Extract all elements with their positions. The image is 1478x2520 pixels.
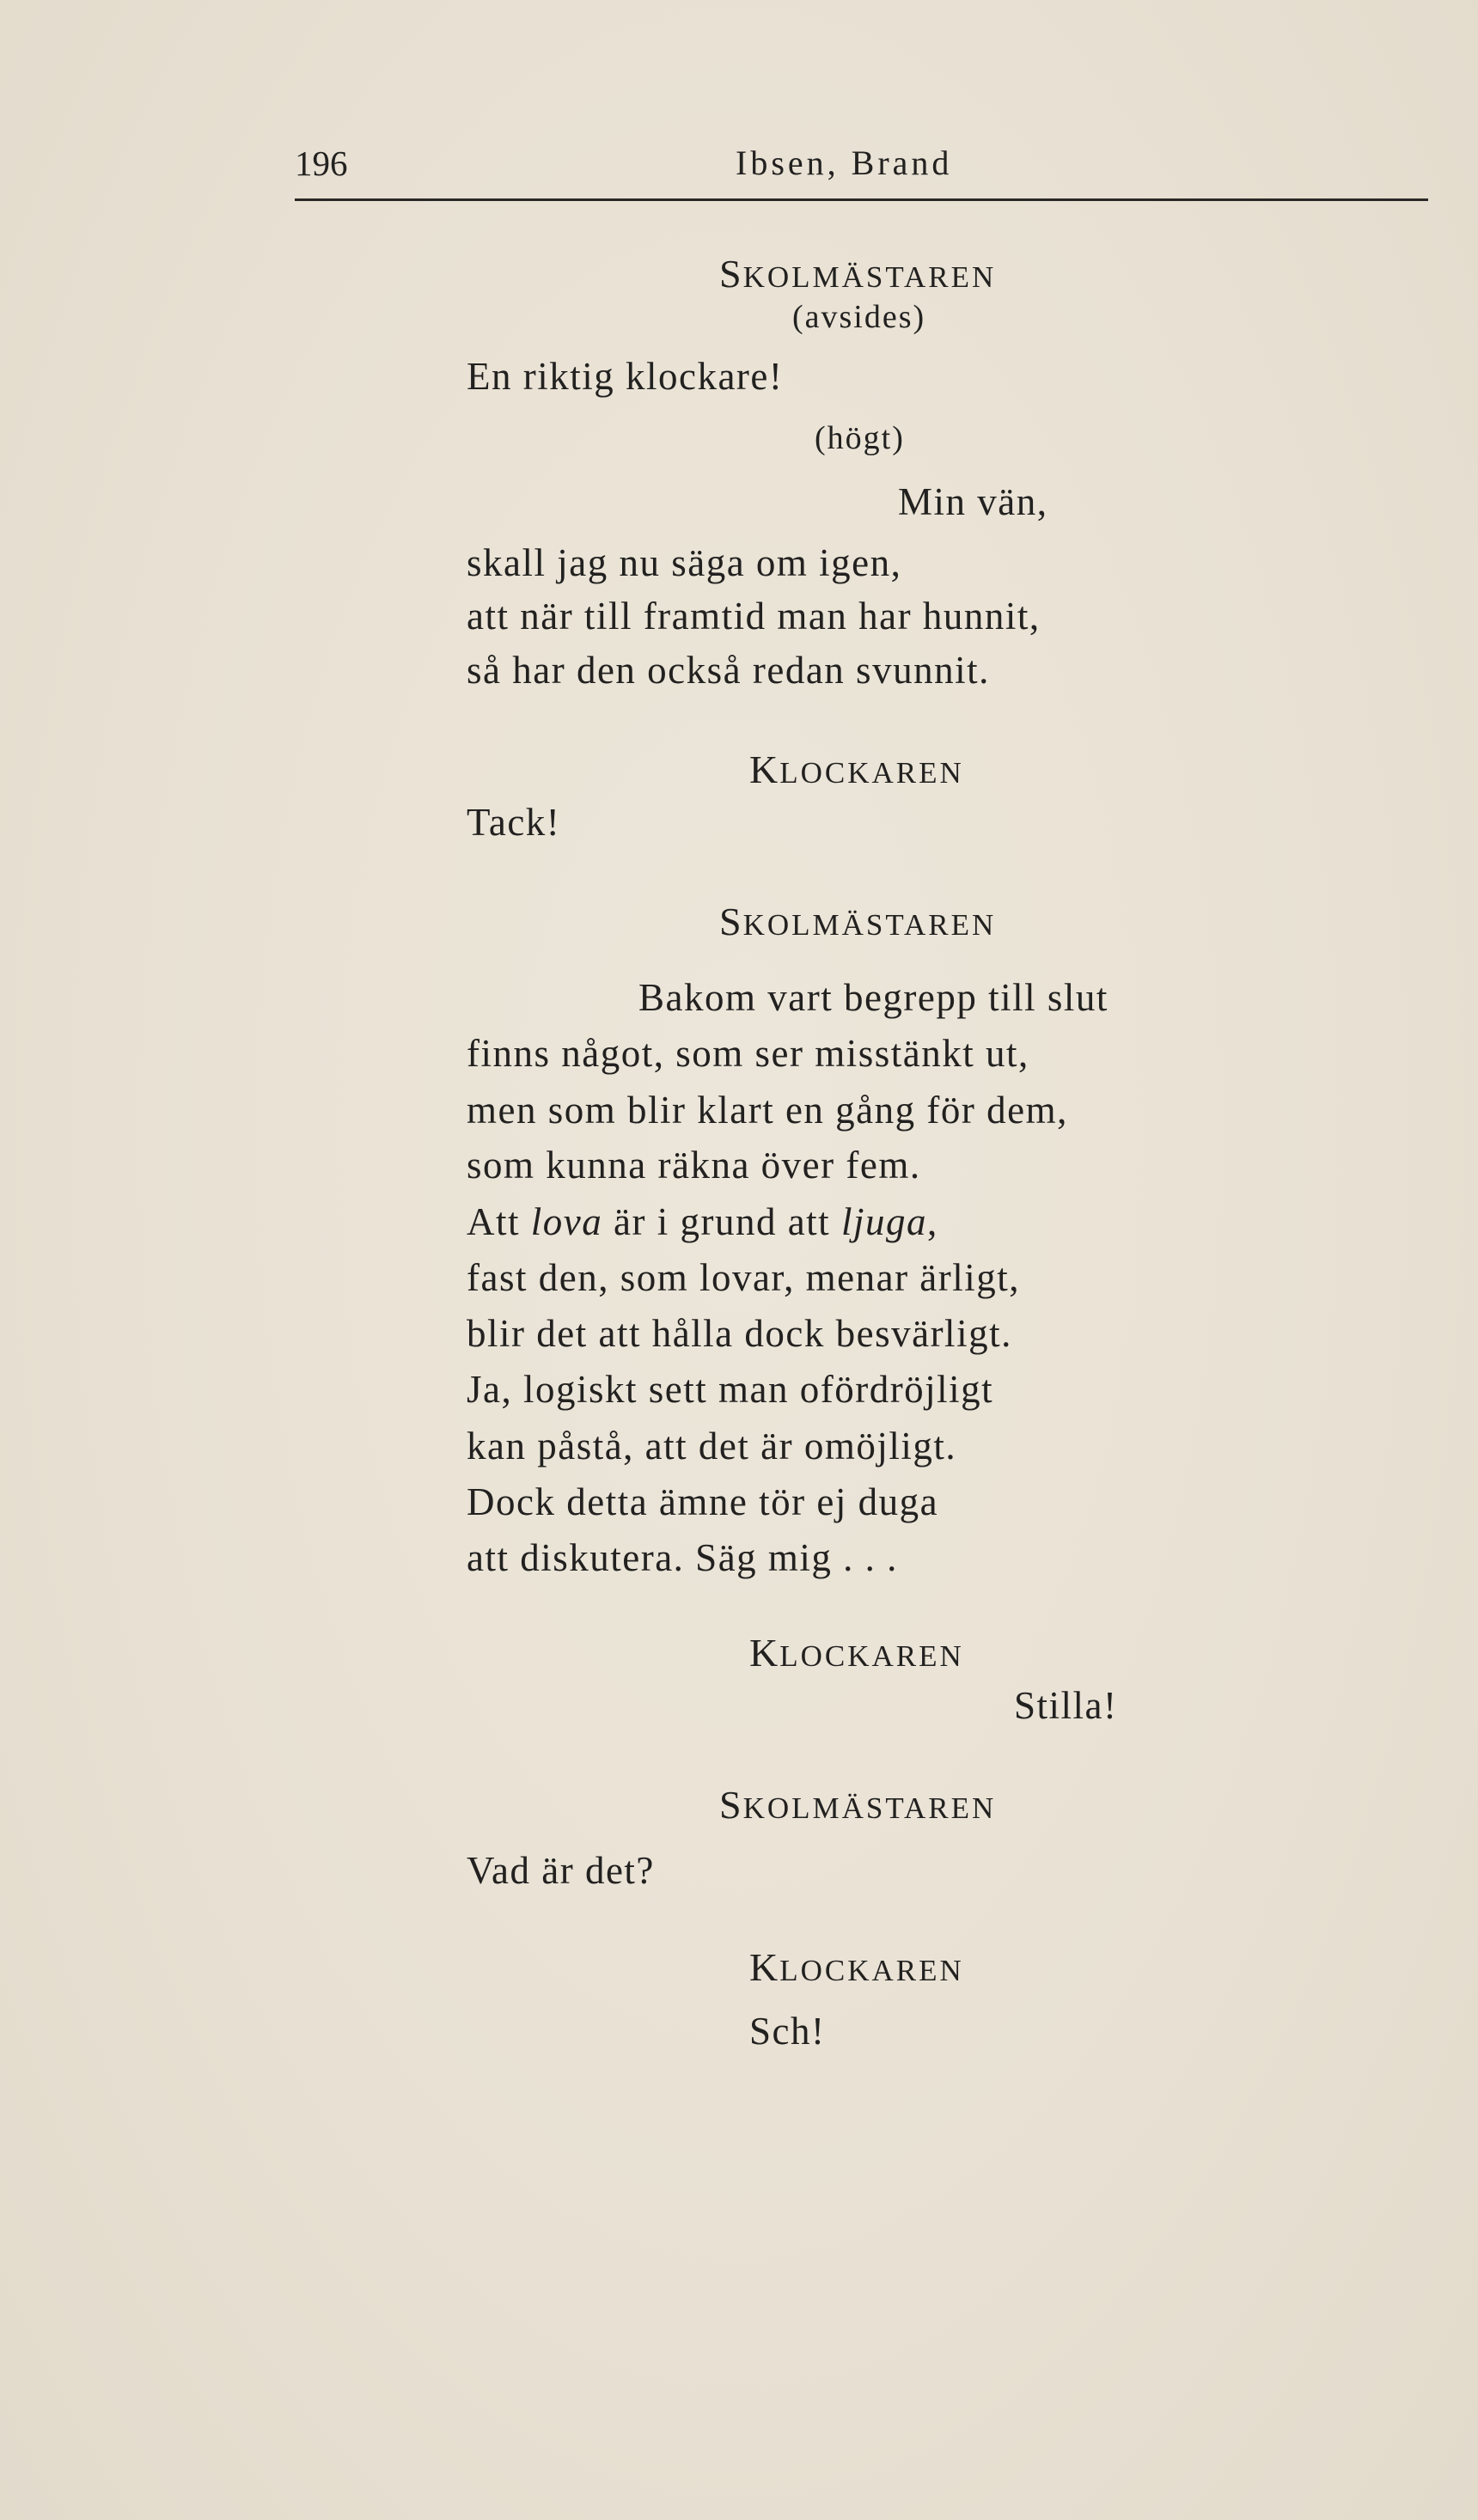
speaker-klockaren: KLOCKAREN [749,1631,964,1675]
verse-line: Stilla! [1014,1684,1118,1727]
verse-line: finns något, som ser misstänkt ut, [467,1032,1029,1075]
verse-line: Vad är det? [467,1849,655,1892]
speaker-skolmastaren: SKOLMÄSTAREN [719,900,997,943]
verse-line: Sch! [749,2010,826,2053]
verse-line: att när till framtid man har hunnit, [467,595,1041,638]
verse-line: En riktig klockare! [467,355,784,398]
verse-line: Min vän, [898,480,1048,523]
verse-line: fast den, som lovar, menar ärligt, [467,1256,1021,1299]
header-rule [295,198,1428,201]
speaker-skolmastaren: SKOLMÄSTAREN [719,1783,997,1827]
verse-line: men som blir klart en gång för dem, [467,1089,1068,1132]
verse-line: skall jag nu säga om igen, [467,541,902,584]
verse-line: så har den också redan svunnit. [467,649,990,692]
stage-direction-avsides: (avsides) [792,299,926,335]
verse-line: Dock detta ämne tör ej duga [467,1480,939,1523]
page-number: 196 [295,143,348,183]
verse-line: som kunna räkna över fem. [467,1144,921,1187]
verse-line: blir det att hålla dock besvärligt. [467,1312,1012,1355]
speaker-klockaren: KLOCKAREN [749,1945,964,1989]
verse-line: att diskutera. Säg mig . . . [467,1536,898,1579]
verse-line: Bakom vart begrepp till slut [638,976,1108,1019]
stage-direction-hogt: (högt) [815,420,905,456]
verse-line: Ja, logiskt sett man ofördröjligt [467,1368,994,1411]
verse-line: kan påstå, att det är omöjligt. [467,1425,957,1467]
verse-line: Att lova är i grund att ljuga, [467,1200,938,1243]
running-title: Ibsen, Brand [736,143,953,182]
verse-line: Tack! [467,801,561,844]
speaker-skolmastaren: SKOLMÄSTAREN [719,252,997,296]
speaker-klockaren: KLOCKAREN [749,747,964,791]
